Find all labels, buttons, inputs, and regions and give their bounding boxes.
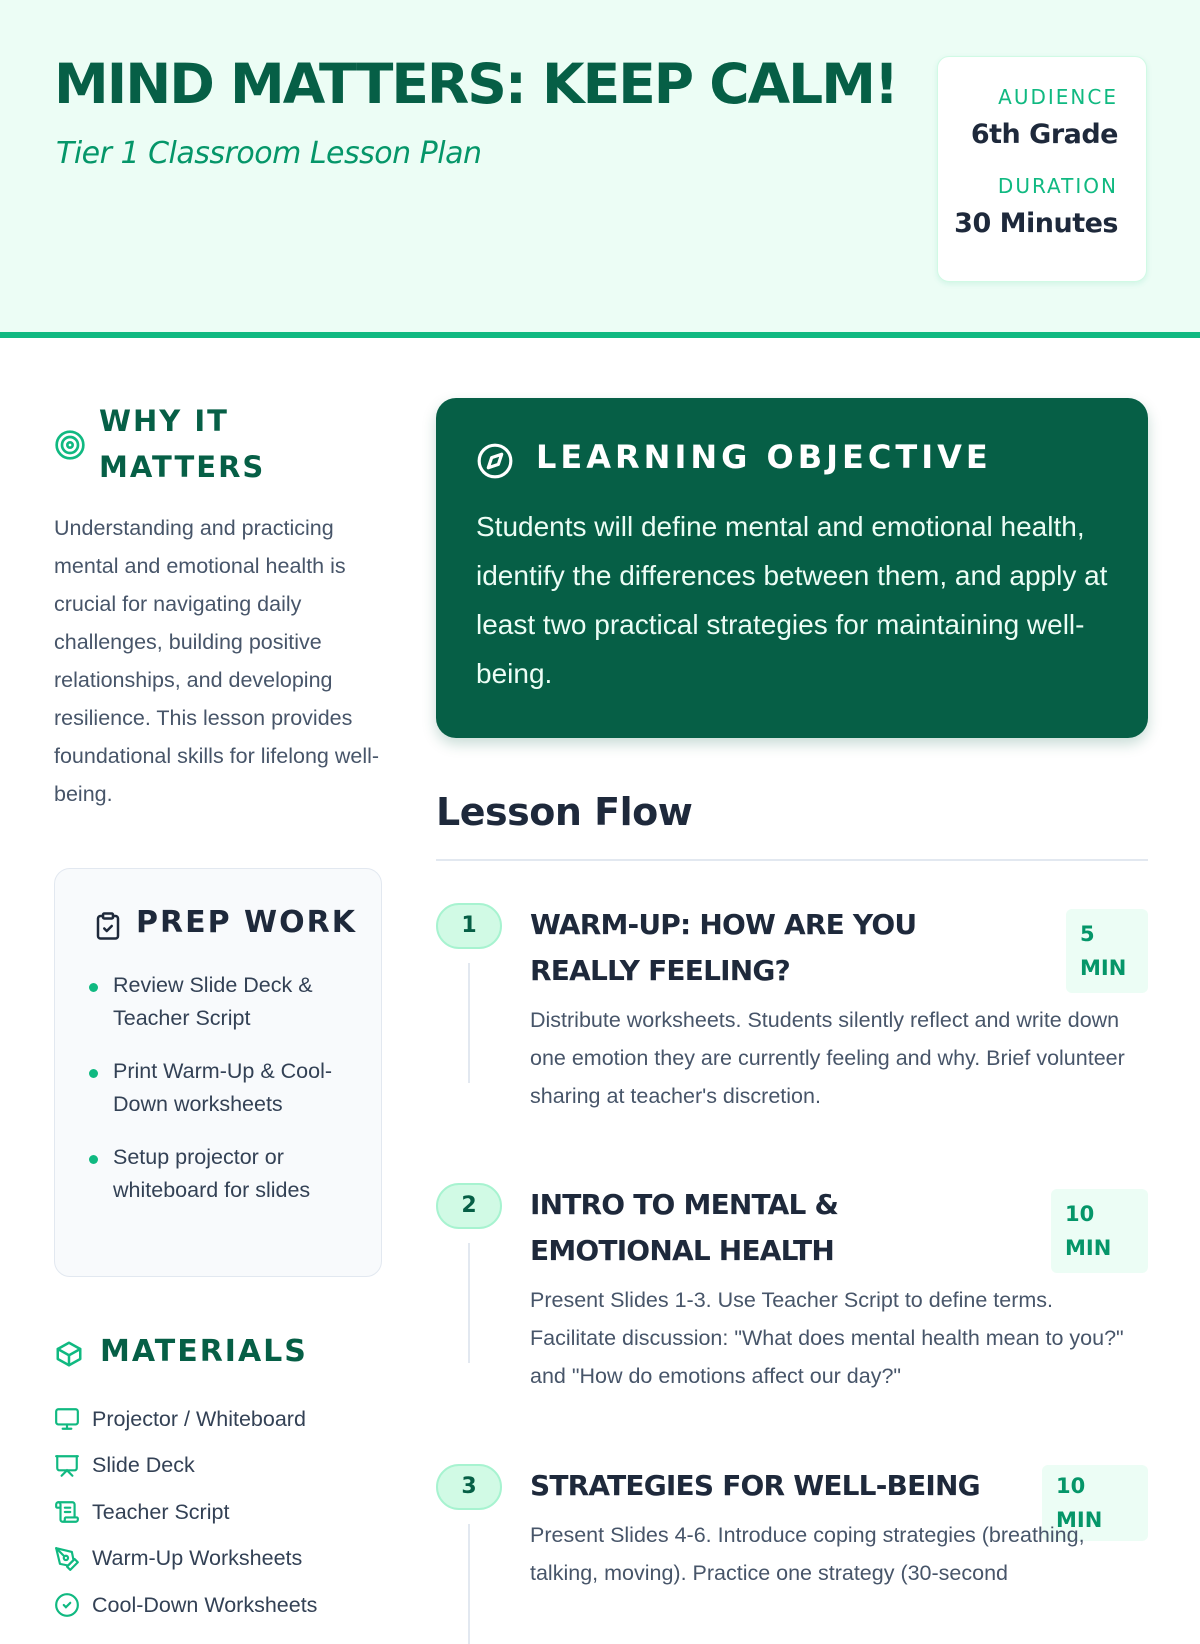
material-label: Teacher Script [92,1499,230,1524]
lesson-flow-title: Lesson Flow [436,790,693,834]
material-item [54,1489,317,1536]
prep-item: Setup projector or whiteboard for slides [113,1141,363,1207]
prep-item: Review Slide Deck & Teacher Script [113,969,363,1035]
material-item [54,1582,317,1629]
script-icon [54,1499,80,1525]
step-number: 3 [436,1464,502,1510]
materials-list [54,1396,317,1629]
divider [436,859,1148,861]
step-description: Distribute worksheets. Students silently reflect and write down one emotion they are currently feeling and why. Brief volunteer sharing at teacher's discretion. [530,1008,1125,1108]
material-item [54,1443,317,1490]
prep-item: Print Warm-Up & Cool-Down worksheets [113,1055,363,1121]
step-duration-badge: 10 MIN [1042,1465,1148,1541]
page-title: MIND MATTERS: KEEP CALM! [54,52,898,116]
timeline-line [468,963,470,1083]
meta-card [937,56,1147,282]
material-item [54,1536,317,1583]
presentation-icon [54,1453,80,1479]
step-title: INTRO TO MENTAL & EMOTIONAL HEALTH [530,1188,839,1267]
objective-title: LEARNING OBJECTIVE [536,438,992,476]
audience-label: AUDIENCE [998,85,1118,109]
page-subtitle: Tier 1 Classroom Lesson Plan [56,136,482,171]
duration-value: 30 Minutes [954,208,1118,239]
box-icon [54,1339,84,1374]
material-item [54,1396,317,1443]
monitor-icon [54,1406,80,1432]
check-circle-icon [54,1592,80,1618]
step-number: 1 [436,903,502,949]
duration-label: DURATION [997,174,1118,198]
learning-objective-card [436,398,1148,738]
step-duration-badge: 10 MIN [1051,1189,1148,1273]
step-title: STRATEGIES FOR WELL-BEING [530,1469,980,1502]
step-title: WARM-UP: HOW ARE YOU REALLY FEELING? [530,908,917,987]
prep-title: PREP WORK [136,905,357,940]
step-description: Present Slides 4-6. Introduce coping strategies (breathing, talking, moving). Practice one strategy (30-second [530,1523,1085,1585]
prep-card [54,868,382,1277]
compass-icon [476,442,514,485]
material-label: Slide Deck [92,1453,195,1478]
step-description: Present Slides 1-3. Use Teacher Script to define terms. Facilitate discussion: "What does mental health mean to you?" and "How do emotions affect our day?" [530,1288,1124,1388]
materials-title: MATERIALS [100,1334,308,1369]
material-label: Warm-Up Worksheets [92,1546,303,1571]
audience-value: 6th Grade [970,119,1118,150]
pen-icon [54,1546,80,1572]
timeline-line [468,1524,470,1644]
step-number: 2 [436,1183,502,1229]
objective-text: Students will define mental and emotional health, identify the differences between them, and apply at least two practical strategies for maintaining well-being. [476,511,1108,689]
timeline-line [468,1243,470,1363]
why-title: WHY IT MATTERS [99,404,266,484]
material-label: Projector / Whiteboard [92,1406,306,1431]
step-duration-badge: 5 MIN [1066,909,1148,993]
material-label: Cool-Down Worksheets [92,1592,318,1617]
prep-list [113,969,363,1227]
clipboard-check-icon [93,911,123,946]
lesson-header [0,0,1200,338]
target-icon [54,429,86,466]
why-text: Understanding and practicing mental and emotional health is crucial for navigating daily challenges, building positive relationships, and developing resilience. This lesson provides foundational skills for lifelong well-being. [54,516,380,806]
